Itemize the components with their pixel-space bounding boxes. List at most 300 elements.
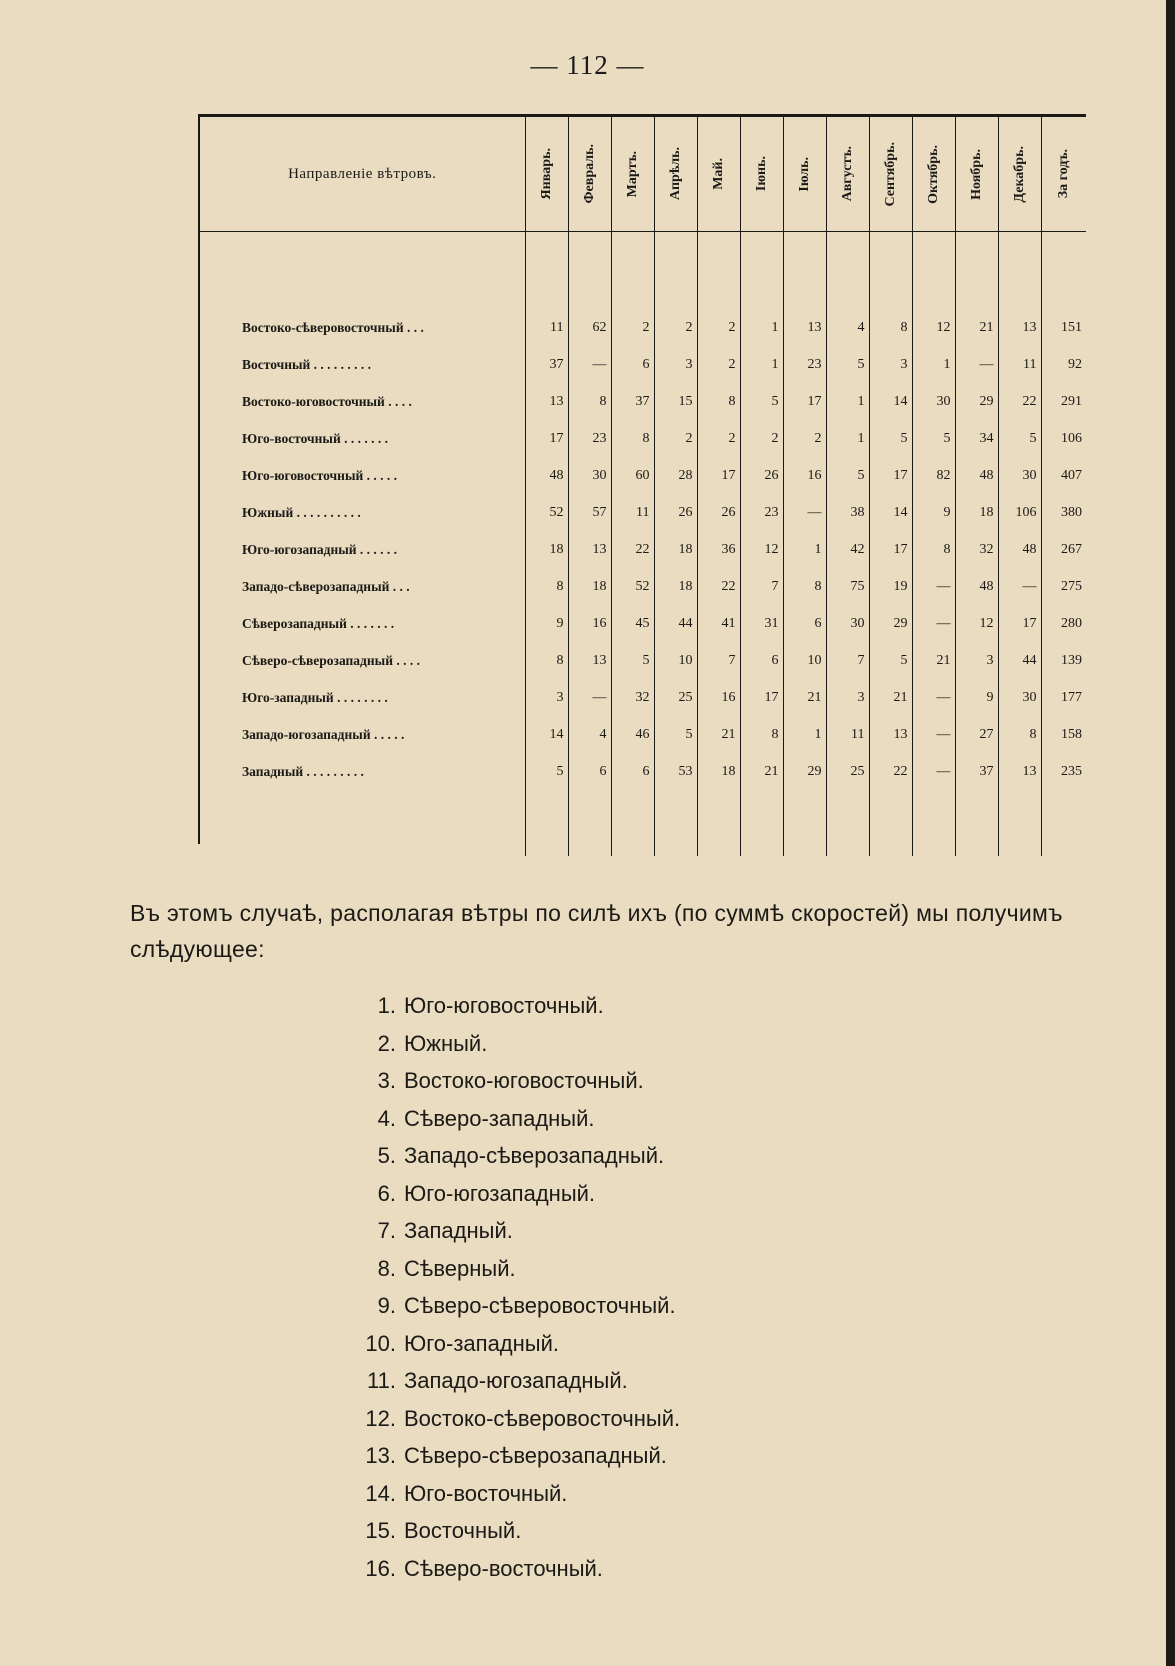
- header-month-label: Августъ.: [839, 146, 855, 202]
- table-cell: 267: [1041, 531, 1086, 568]
- table-cell: 26: [697, 494, 740, 531]
- list-item-number: 16.: [365, 1555, 396, 1581]
- list-item-number: 9.: [377, 1293, 396, 1318]
- wind-ranking-list: [348, 987, 948, 1587]
- spacer-cell: [697, 790, 740, 856]
- table-cell: 8: [697, 383, 740, 420]
- table-cell: 48: [955, 457, 998, 494]
- table-cell: 11: [826, 716, 869, 753]
- table-cell: 17: [869, 531, 912, 568]
- table-row: [200, 679, 1086, 716]
- list-item-number: 8.: [377, 1255, 396, 1281]
- table-cell: 21: [912, 642, 955, 679]
- table-cell: 60: [611, 457, 654, 494]
- table-cell: 11: [611, 494, 654, 531]
- table-cell: 22: [611, 531, 654, 568]
- table-cell: —: [568, 679, 611, 716]
- table-cell: 2: [654, 309, 697, 346]
- wind-direction-name: Юго-восточный . . . . . . .: [242, 430, 388, 446]
- list-item-text: Юго-юговосточный.: [404, 993, 604, 1018]
- table-cell: 29: [955, 383, 998, 420]
- table-cell: 12: [740, 531, 783, 568]
- table-cell: 407: [1041, 457, 1086, 494]
- table-cell: 45: [611, 605, 654, 642]
- header-month: [869, 117, 912, 232]
- list-item: [348, 1062, 948, 1100]
- header-month: [1041, 117, 1086, 232]
- table-cell: 16: [697, 679, 740, 716]
- table-cell: 18: [697, 753, 740, 790]
- header-month: [611, 117, 654, 232]
- table-cell: 177: [1041, 679, 1086, 716]
- table-cell: 291: [1041, 383, 1086, 420]
- table-cell: 8: [568, 383, 611, 420]
- spacer-cell: [654, 232, 697, 310]
- spacer-cell: [912, 790, 955, 856]
- table-cell: 25: [654, 679, 697, 716]
- wind-direction-name: Востоко-сѣверовосточный . . .: [242, 319, 424, 335]
- table-cell: 1: [912, 346, 955, 383]
- table-cell: 18: [654, 568, 697, 605]
- wind-direction-name: Западо-сѣверозападный . . .: [242, 578, 410, 594]
- table-cell: —: [912, 716, 955, 753]
- table-cell: 13: [568, 642, 611, 679]
- table-cell: 9: [525, 605, 568, 642]
- table-cell: 235: [1041, 753, 1086, 790]
- table-cell: 30: [998, 457, 1041, 494]
- wind-table-frame: [198, 114, 1086, 844]
- table-cell: 21: [740, 753, 783, 790]
- spacer-cell: [826, 232, 869, 310]
- table-cell: 1: [826, 383, 869, 420]
- table-cell: 10: [654, 642, 697, 679]
- list-item-number: 4.: [377, 1105, 396, 1131]
- table-cell: 15: [654, 383, 697, 420]
- table-cell: 23: [740, 494, 783, 531]
- table-row: [200, 420, 1086, 457]
- table-cell: 52: [611, 568, 654, 605]
- table-cell: 16: [783, 457, 826, 494]
- list-item: [348, 1437, 948, 1475]
- list-item-text: Сѣверо-сѣверозападный.: [404, 1443, 667, 1468]
- spacer-cell: [826, 790, 869, 856]
- header-month: [912, 117, 955, 232]
- table-cell: 11: [998, 346, 1041, 383]
- table-cell: 21: [955, 309, 998, 346]
- spacer-cell: [525, 790, 568, 856]
- table-cell: 31: [740, 605, 783, 642]
- table-cell: 38: [826, 494, 869, 531]
- table-cell: 53: [654, 753, 697, 790]
- table-cell: 48: [998, 531, 1041, 568]
- list-item-text: Сѣверо-восточный.: [404, 1555, 603, 1581]
- table-cell: 34: [955, 420, 998, 457]
- header-month-label: Мартъ.: [624, 150, 640, 198]
- table-cell: 2: [697, 346, 740, 383]
- table-cell: 106: [1041, 420, 1086, 457]
- wind-direction-name: Западный . . . . . . . . .: [242, 763, 364, 779]
- list-item: [348, 1175, 948, 1213]
- table-cell: —: [955, 346, 998, 383]
- header-month: [654, 117, 697, 232]
- table-cell: 3: [869, 346, 912, 383]
- spacer-cell: [955, 232, 998, 310]
- table-cell: 13: [869, 716, 912, 753]
- spacer-cell: [1041, 232, 1086, 310]
- list-item-number: 6.: [377, 1180, 396, 1206]
- table-cell: —: [912, 679, 955, 716]
- list-item: [348, 987, 948, 1025]
- wind-direction-name: Сѣверо-сѣверозападный . . . .: [242, 652, 420, 668]
- spacer-cell: [740, 790, 783, 856]
- table-cell: 22: [869, 753, 912, 790]
- spacer-cell: [740, 232, 783, 310]
- list-item-text: Востоко-сѣверовосточный.: [404, 1405, 681, 1431]
- table-cell: 5: [998, 420, 1041, 457]
- table-cell: 2: [740, 420, 783, 457]
- spacer-cell: [955, 790, 998, 856]
- table-cell: 1: [740, 309, 783, 346]
- list-item-text: Западо-сѣверозападный.: [404, 1143, 665, 1168]
- spacer-cell: [869, 232, 912, 310]
- table-cell: 18: [654, 531, 697, 568]
- table-row: [200, 753, 1086, 790]
- spacer-cell: [998, 790, 1041, 856]
- table-cell: 3: [826, 679, 869, 716]
- table-cell: 5: [611, 642, 654, 679]
- header-month-label: Іюнь.: [753, 156, 769, 192]
- list-item: [348, 1475, 948, 1513]
- table-cell: 13: [783, 309, 826, 346]
- table-cell: 32: [611, 679, 654, 716]
- header-month-label: Іюль.: [796, 156, 812, 192]
- table-cell: 8: [912, 531, 955, 568]
- table-row: [200, 457, 1086, 494]
- wind-direction-name: Западо-югозападный . . . . .: [242, 726, 405, 742]
- header-direction: Направленіе вѣтровъ.: [200, 117, 525, 232]
- list-item-number: 5.: [377, 1143, 396, 1168]
- table-cell: 3: [955, 642, 998, 679]
- list-item: [348, 1025, 948, 1063]
- list-item-number: 15.: [365, 1518, 396, 1543]
- list-item: [348, 1137, 948, 1175]
- table-cell: 158: [1041, 716, 1086, 753]
- list-item-number: 10.: [365, 1330, 396, 1356]
- table-cell: 10: [783, 642, 826, 679]
- table-cell: 4: [568, 716, 611, 753]
- header-month-label: За годъ.: [1055, 149, 1071, 199]
- header-month-label: Декабрь.: [1011, 145, 1027, 203]
- table-spacer-row: [200, 232, 1086, 310]
- list-item-number: 12.: [365, 1405, 396, 1431]
- table-cell: 48: [525, 457, 568, 494]
- table-cell: 32: [955, 531, 998, 568]
- table-cell: 37: [955, 753, 998, 790]
- header-month-label: Октябрь.: [925, 144, 941, 204]
- table-cell: 5: [869, 642, 912, 679]
- table-cell: 18: [525, 531, 568, 568]
- table-cell: 3: [654, 346, 697, 383]
- table-cell: 26: [740, 457, 783, 494]
- list-item-text: Юго-восточный.: [404, 1480, 568, 1506]
- table-cell: 28: [654, 457, 697, 494]
- table-cell: 9: [955, 679, 998, 716]
- spacer-cell: [568, 790, 611, 856]
- table-row: [200, 568, 1086, 605]
- table-row: [200, 309, 1086, 346]
- table-cell: 1: [783, 716, 826, 753]
- list-item-number: 3.: [377, 1068, 396, 1093]
- header-month: [998, 117, 1041, 232]
- header-month-label: Сентябрь.: [882, 141, 898, 207]
- table-cell: 5: [826, 457, 869, 494]
- list-item: [348, 1400, 948, 1438]
- wind-direction-table: [200, 117, 1086, 856]
- table-cell: 46: [611, 716, 654, 753]
- spacer-cell: [1041, 790, 1086, 856]
- table-cell: 29: [783, 753, 826, 790]
- table-cell: 62: [568, 309, 611, 346]
- list-item-text: Южный.: [404, 1030, 488, 1056]
- spacer-cell: [697, 232, 740, 310]
- table-header-row: [200, 117, 1086, 232]
- list-item-text: Востоко-юговосточный.: [404, 1068, 644, 1093]
- spacer-cell: [783, 790, 826, 856]
- table-cell: 17: [998, 605, 1041, 642]
- table-cell: —: [568, 346, 611, 383]
- wind-direction-name: Южный . . . . . . . . . .: [242, 504, 361, 520]
- spacer-cell: [869, 790, 912, 856]
- list-item-text: Сѣверный.: [404, 1255, 516, 1281]
- list-item-text: Восточный.: [404, 1518, 522, 1543]
- spacer-cell: [654, 790, 697, 856]
- table-cell: 2: [697, 309, 740, 346]
- table-cell: 5: [740, 383, 783, 420]
- table-body: [200, 232, 1086, 857]
- header-month-label: Февраль.: [581, 144, 597, 204]
- header-month: [826, 117, 869, 232]
- table-cell: 106: [998, 494, 1041, 531]
- table-cell: 7: [740, 568, 783, 605]
- table-cell: 92: [1041, 346, 1086, 383]
- table-cell: 23: [568, 420, 611, 457]
- table-cell: 2: [611, 309, 654, 346]
- header-month-label: Январь.: [538, 148, 554, 200]
- table-row: [200, 383, 1086, 420]
- summary-paragraph: Въ этомъ случаѣ, располагая вѣтры по силѣ ихъ (по суммѣ скоростей) мы получимъ слѣдующее:: [130, 900, 1063, 962]
- table-cell: —: [912, 605, 955, 642]
- table-cell: 8: [525, 568, 568, 605]
- table-cell: 75: [826, 568, 869, 605]
- table-cell: 5: [525, 753, 568, 790]
- table-cell: 12: [912, 309, 955, 346]
- table-cell: 44: [654, 605, 697, 642]
- list-item: [348, 1287, 948, 1325]
- spacer-cell: [568, 232, 611, 310]
- table-cell: 8: [525, 642, 568, 679]
- table-cell: 22: [998, 383, 1041, 420]
- table-cell: 2: [697, 420, 740, 457]
- table-cell: 37: [611, 383, 654, 420]
- table-cell: 8: [783, 568, 826, 605]
- table-cell: 27: [955, 716, 998, 753]
- table-cell: 6: [611, 753, 654, 790]
- table-cell: 13: [998, 309, 1041, 346]
- spacer-cell: [200, 790, 525, 856]
- table-cell: 13: [568, 531, 611, 568]
- table-cell: 11: [525, 309, 568, 346]
- table-cell: 30: [998, 679, 1041, 716]
- table-cell: 19: [869, 568, 912, 605]
- table-cell: 21: [869, 679, 912, 716]
- list-item-number: 14.: [365, 1480, 396, 1506]
- table-cell: 44: [998, 642, 1041, 679]
- table-cell: 21: [783, 679, 826, 716]
- table-cell: —: [912, 753, 955, 790]
- table-cell: 42: [826, 531, 869, 568]
- wind-direction-name: Востоко-юговосточный . . . .: [242, 393, 412, 409]
- page-number: — 112 —: [530, 50, 645, 80]
- table-cell: 6: [611, 346, 654, 383]
- table-cell: 139: [1041, 642, 1086, 679]
- spacer-cell: [611, 232, 654, 310]
- table-cell: 18: [568, 568, 611, 605]
- table-cell: 9: [912, 494, 955, 531]
- header-month: [740, 117, 783, 232]
- list-item-number: 11.: [367, 1368, 396, 1393]
- list-item-number: 2.: [377, 1030, 396, 1056]
- table-cell: 2: [783, 420, 826, 457]
- table-row: [200, 642, 1086, 679]
- wind-direction-name: Юго-югозападный . . . . . .: [242, 541, 398, 557]
- table-row: [200, 605, 1086, 642]
- spacer-cell: [611, 790, 654, 856]
- table-cell: 12: [955, 605, 998, 642]
- list-item: [348, 1362, 948, 1400]
- list-item-number: 13.: [365, 1443, 396, 1468]
- table-cell: 17: [783, 383, 826, 420]
- table-cell: 57: [568, 494, 611, 531]
- list-item: [348, 1100, 948, 1138]
- table-cell: 14: [869, 383, 912, 420]
- wind-direction-name: Юго-юговосточный . . . . .: [242, 467, 398, 483]
- table-cell: —: [783, 494, 826, 531]
- list-item: [348, 1212, 948, 1250]
- table-cell: 41: [697, 605, 740, 642]
- spacer-cell: [783, 232, 826, 310]
- table-cell: 17: [525, 420, 568, 457]
- table-cell: 25: [826, 753, 869, 790]
- header-month-label: Апрѣль.: [667, 147, 683, 201]
- header-month: [697, 117, 740, 232]
- table-cell: 17: [740, 679, 783, 716]
- header-month: [955, 117, 998, 232]
- list-item: [348, 1550, 948, 1588]
- table-cell: 275: [1041, 568, 1086, 605]
- table-cell: 8: [611, 420, 654, 457]
- table-cell: 6: [783, 605, 826, 642]
- table-cell: 7: [697, 642, 740, 679]
- table-cell: 13: [998, 753, 1041, 790]
- list-item-text: Юго-западный.: [404, 1330, 559, 1356]
- table-cell: 4: [826, 309, 869, 346]
- header-month: [525, 117, 568, 232]
- table-cell: 16: [568, 605, 611, 642]
- table-cell: 36: [697, 531, 740, 568]
- table-cell: 1: [783, 531, 826, 568]
- table-cell: —: [912, 568, 955, 605]
- table-cell: 8: [869, 309, 912, 346]
- table-row: [200, 346, 1086, 383]
- table-cell: 7: [826, 642, 869, 679]
- list-item: [348, 1250, 948, 1288]
- table-cell: 37: [525, 346, 568, 383]
- wind-direction-name: Юго-западный . . . . . . . .: [242, 689, 388, 705]
- table-cell: 380: [1041, 494, 1086, 531]
- table-cell: 6: [568, 753, 611, 790]
- wind-direction-name: Восточный . . . . . . . . .: [242, 356, 372, 372]
- list-item-number: 7.: [377, 1218, 396, 1243]
- table-spacer-row: [200, 790, 1086, 856]
- table-cell: 6: [740, 642, 783, 679]
- table-cell: 18: [955, 494, 998, 531]
- table-cell: 48: [955, 568, 998, 605]
- list-item-text: Западо-югозападный.: [404, 1368, 628, 1393]
- table-cell: 29: [869, 605, 912, 642]
- table-cell: 14: [869, 494, 912, 531]
- header-month-label: Май.: [710, 158, 726, 190]
- table-cell: 17: [869, 457, 912, 494]
- table-cell: 280: [1041, 605, 1086, 642]
- table-cell: 13: [525, 383, 568, 420]
- list-item: [348, 1512, 948, 1550]
- table-cell: 21: [697, 716, 740, 753]
- table-row: [200, 716, 1086, 753]
- table-cell: 30: [912, 383, 955, 420]
- header-month: [783, 117, 826, 232]
- table-cell: 23: [783, 346, 826, 383]
- table-cell: 30: [568, 457, 611, 494]
- table-cell: 3: [525, 679, 568, 716]
- list-item-number: 1.: [377, 993, 396, 1018]
- table-row: [200, 494, 1086, 531]
- spacer-cell: [200, 232, 525, 310]
- spacer-cell: [998, 232, 1041, 310]
- list-item-text: Сѣверо-западный.: [404, 1105, 595, 1131]
- table-cell: 82: [912, 457, 955, 494]
- table-row: [200, 531, 1086, 568]
- table-cell: 5: [869, 420, 912, 457]
- list-item-text: Юго-югозападный.: [404, 1180, 596, 1206]
- table-cell: 8: [998, 716, 1041, 753]
- header-month-label: Ноябрь.: [968, 148, 984, 200]
- table-cell: 26: [654, 494, 697, 531]
- spacer-cell: [525, 232, 568, 310]
- table-cell: 5: [912, 420, 955, 457]
- table-cell: 30: [826, 605, 869, 642]
- page-edge-shadow: [1166, 0, 1175, 1666]
- table-cell: 5: [654, 716, 697, 753]
- table-cell: 151: [1041, 309, 1086, 346]
- table-cell: 1: [740, 346, 783, 383]
- header-month: [568, 117, 611, 232]
- table-cell: 2: [654, 420, 697, 457]
- table-cell: 1: [826, 420, 869, 457]
- list-item-text: Западный.: [404, 1218, 513, 1243]
- table-cell: 8: [740, 716, 783, 753]
- table-cell: 14: [525, 716, 568, 753]
- spacer-cell: [912, 232, 955, 310]
